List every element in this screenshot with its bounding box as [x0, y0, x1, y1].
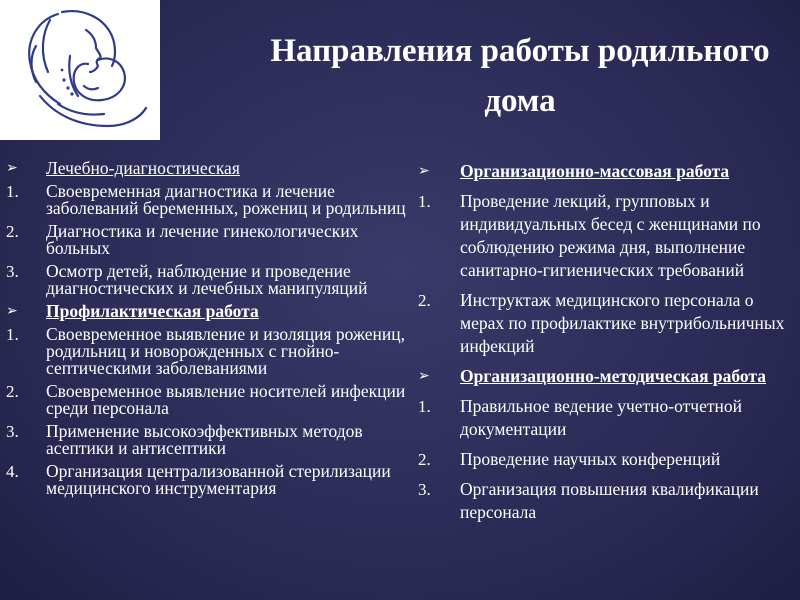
list-item: [418, 395, 796, 441]
item-number: 3.: [418, 480, 431, 499]
list-item-text: Своевременное выявление носителей инфекции среди персонала: [46, 381, 406, 418]
arrow-bullet-icon: ➢: [6, 303, 18, 319]
list-item: [418, 289, 796, 358]
section-heading: [418, 365, 796, 388]
list-item-text: Своевременное выявление и изоляция рожениц, родильниц и новорожденных с гнойно-септическими заболеваниями: [46, 324, 406, 378]
left-column: [6, 160, 408, 503]
list-item: [418, 478, 796, 524]
mother-and-child-icon: [0, 0, 160, 140]
item-number: 3.: [6, 422, 19, 441]
arrow-bullet-icon: ➢: [6, 160, 18, 176]
list-item-text: Осмотр детей, наблюдение и проведение диагностических и лечебных манипуляций: [46, 261, 368, 298]
item-number: 1.: [418, 192, 431, 211]
item-number: 1.: [6, 182, 19, 201]
item-number: 2.: [418, 450, 431, 469]
list-item-text: Проведение лекций, групповых и индивидуальных бесед с женщинами по соблюдению режима дня, выполнение санитарно-гигиенических требований: [460, 191, 761, 280]
item-number: 1.: [418, 397, 431, 416]
arrow-bullet-icon: ➢: [418, 163, 430, 179]
item-number: 1.: [6, 325, 19, 344]
list-item: [6, 383, 408, 417]
section-heading-text: Организационно-методическая работа: [460, 366, 766, 386]
item-number: 2.: [418, 291, 431, 310]
arrow-bullet-icon: ➢: [418, 368, 430, 384]
mother-and-child-logo: [0, 0, 160, 140]
list-item: [6, 423, 408, 457]
list-item-text: Применение высокоэффективных методов асептики и антисептики: [46, 421, 363, 458]
section-heading: [6, 160, 408, 177]
section-heading: [418, 160, 796, 183]
right-column: [418, 160, 796, 531]
item-number: 2.: [6, 382, 19, 401]
list-item-text: Правильное ведение учетно-отчетной документации: [460, 396, 742, 439]
list-item-text: Проведение научных конференций: [460, 449, 721, 469]
item-number: 3.: [6, 262, 19, 281]
item-number: 2.: [6, 222, 19, 241]
page-title: Направления работы родильного дома: [270, 33, 770, 119]
list-item-text: Организация централизованной стерилизации медицинского инструментария: [46, 461, 391, 498]
list-item: [6, 263, 408, 297]
list-item: [6, 326, 408, 377]
list-item: [418, 448, 796, 471]
item-number: 4.: [6, 462, 19, 481]
list-item: [6, 463, 408, 497]
list-item: [6, 183, 408, 217]
list-item: [6, 223, 408, 257]
list-item-text: Своевременная диагностика и лечение заболеваний беременных, рожениц и родильниц: [46, 181, 406, 218]
list-item-text: Инструктаж медицинского персонала о мерах по профилактике внутрибольничных инфекций: [460, 290, 785, 356]
section-heading: [6, 303, 408, 320]
section-heading-text: Профилактическая работа: [46, 301, 259, 321]
list-item: [418, 190, 796, 282]
list-item-text: Организация повышения квалификации персонала: [460, 479, 759, 522]
section-heading-text: Лечебно-диагностическая: [46, 158, 240, 178]
list-item-text: Диагностика и лечение гинекологических больных: [46, 221, 359, 258]
section-heading-text: Организационно-массовая работа: [460, 161, 730, 181]
